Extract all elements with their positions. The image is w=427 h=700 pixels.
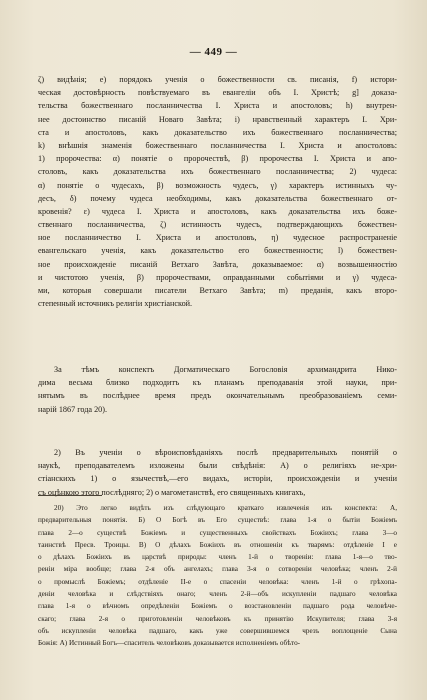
text-line: предварительныя понятія. Б) О Богѣ въ Его существѣ: глава 1-я о бытіи Божіемъ bbox=[38, 516, 397, 525]
text-line: ное посланничество І. Христа и апостоловъ, η) чудесное распространеніе bbox=[38, 233, 397, 243]
footnote-divider bbox=[38, 495, 102, 496]
text-line: скаго; глава 2-я о приготовленіи человѣковъ къ принятію Искупителя; глава 3-я bbox=[38, 614, 397, 623]
text-line: Божія: А) Истинный Богъ—спаситель человѣковъ доказывается исполненіемъ обѣто- bbox=[38, 639, 301, 648]
text-line: 1) пророчества: α) понятіе о пророчествѣ, β) пророчества І. Христа и апо- bbox=[38, 154, 397, 164]
text-line: и чистотою ученія, β) пророчествами, оправданными событіями и γ) чудеса- bbox=[38, 272, 397, 282]
text-line: За тѣмъ конспектъ Догматическаго Богословія архимандрита Нико- bbox=[54, 365, 397, 374]
text-line: 20) Это легко видѣть изъ слѣдующаго краткаго извлеченія изъ конспекта: А, bbox=[54, 504, 397, 512]
text-line: k) внѣшнія знаменія божественнаго посланничества І. Христа и апостоловъ: bbox=[38, 140, 397, 150]
text-line: ческая достовѣрность повѣствуемаго въ евангеліи объ І. Христѣ; g] доказа- bbox=[38, 88, 397, 98]
text-line: стіанскихъ 1) о язычествѣ,—его видахъ, исторіи, происхожденіи и ученіи bbox=[38, 474, 397, 484]
text-line: 2) Въ ученіи о вѣроисповѣданіяхъ послѣ предварительныхъ понятій о bbox=[54, 448, 397, 457]
text-line: ми, которыя совершали писатели Ветхаго Завѣта; m) преданія, какъ второ- bbox=[38, 286, 397, 295]
konspekt-paragraph bbox=[38, 363, 397, 416]
text-line: ζ) видѣнія; е) порядокъ ученія о божественности св. писанія, f) истори- bbox=[38, 75, 397, 84]
text-line: объ искупленіи человѣка падшаго, какъ уже совершившемся чрезъ воплощеніе Сына bbox=[38, 626, 397, 635]
text-line: съ оцѣнкою этого послѣдняго; 2) о магометанствѣ, его священныхъ книгахъ, bbox=[38, 487, 306, 497]
text-line: столовъ, какъ доказательства ихъ божественнаго посланничества; 2) чудеса: bbox=[38, 167, 397, 177]
text-line: таинствѣ Пресв. Троицы. В) О дѣлахъ Божіихъ въ отношеніи къ тварямъ: отдѣленіе І е bbox=[38, 540, 397, 549]
text-line: евангельскаго ученія, какъ доказательство его божественности; l) божествен- bbox=[38, 246, 397, 256]
footnote bbox=[38, 502, 397, 650]
text-line: реніи міра вообще; глава 2-я объ ангелахъ; глава 3-я о сотвореніи человѣка; членъ 2-й bbox=[38, 565, 397, 574]
text-line: степенный источникъ религіи христіанской. bbox=[38, 299, 193, 309]
text-line: тельства божественнаго посланничества І. Христа и апостоловъ; h) внутрен- bbox=[38, 101, 397, 111]
text-line: наукѣ, преподавателемъ изложены были свѣдѣнія: А) о религіяхъ не-хри- bbox=[38, 461, 397, 471]
text-line: о дѣлахъ Божіихъ въ царствѣ природы: членъ 1-й о твореніи: глава 1-я—о тво- bbox=[38, 553, 397, 562]
main-paragraph bbox=[38, 73, 397, 310]
text-line: кровенія? ε) чудеса І. Христа и апостоловъ, какъ доказательства ихъ боже- bbox=[38, 206, 397, 216]
text-line: ное происхожденіе писаній Ветхаго Завѣта, доказываемое: α) возвышенностію bbox=[38, 259, 397, 269]
text-line: глава 2—о существѣ Божіемъ и существенныхъ свойствахъ Божіихъ; глава 3—о bbox=[38, 528, 397, 537]
text-line: нарій 1867 года 20). bbox=[38, 404, 108, 414]
uchenie-paragraph bbox=[38, 446, 397, 499]
text-line: о промыслѣ Божіемъ; отдѣленіе ІІ-е о спасеніи человѣка: членъ 1-й о грѣхопа- bbox=[38, 577, 397, 586]
text-line: ста и апостоловъ, какъ доказательство ихъ божественнаго посланничества; bbox=[38, 127, 397, 137]
text-line: α) понятіе о чудесахъ, β) возможность чудесъ, γ) характеръ истинныхъ чу- bbox=[38, 180, 397, 190]
page-number: — 449 — bbox=[189, 46, 238, 58]
text-line: глава 1-я о вѣчномъ опредѣленіи Божіемъ о возстановленіи падшаго рода человѣче- bbox=[38, 602, 397, 611]
text-line: ственнаго посланничества, ζ) истинность чудесъ, подтверждающихъ божествен- bbox=[38, 220, 397, 230]
text-line: нятымъ въ послѣднее время предъ окончательнымъ преобразованіемъ семи- bbox=[38, 391, 397, 401]
text-line: дима весьма близко подходитъ къ планамъ преподаванія этой науки, при- bbox=[38, 378, 397, 388]
text-line: деніи человѣка и слѣдствіяхъ онаго; членъ 2-й—объ искупленіи падшаго человѣка bbox=[38, 590, 397, 599]
text-line: нее достоинство писаній Новаго Завѣта; i) нравственный характеръ І. Хри- bbox=[38, 114, 397, 124]
text-line: десъ, δ) почему чудеса необходимы, какъ доказательства божественнаго от- bbox=[38, 193, 397, 203]
